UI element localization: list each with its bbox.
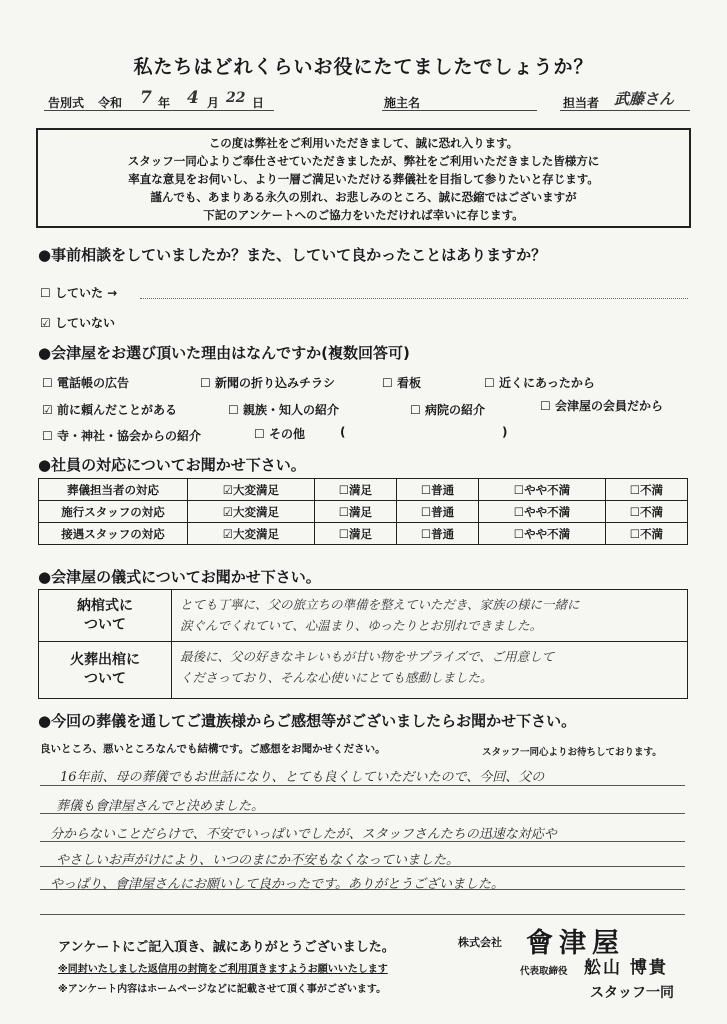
staff-name[interactable]: 武藤さん — [614, 90, 675, 108]
ceremony-answer-line: 最後に、父の好きなキレいもが甘い物をサプライズで、ご用意して — [180, 649, 555, 664]
intro-line: 謹んでも、あまりある永久の別れ、お悲しみのところ、誠に恐縮ではございますが — [150, 190, 577, 204]
comment-text: 分からないことだらけで、不安でいっぱいでしたが、スタッフさんたちの迅速な対応や — [50, 827, 557, 842]
q1-option-no[interactable] — [40, 314, 115, 331]
intro-line: この度は弊社をご利用いただきまして、誠に恐れ入ります。 — [208, 136, 519, 150]
rating-choice-label: 不満 — [640, 482, 664, 497]
survey-title: 私たちはどれくらいお役にたてましたでしょうか？ — [133, 56, 594, 78]
checkbox-icon[interactable]: ☐ — [42, 429, 53, 443]
checkbox-icon[interactable]: ☐ — [382, 376, 393, 390]
rating-cell[interactable] — [479, 523, 606, 545]
q2-option[interactable] — [410, 401, 485, 418]
q2-option[interactable] — [228, 401, 339, 418]
ceremony-answer-line: 涙ぐんでくれていて、心温まり、ゆったりとお別れできました。 — [180, 618, 543, 633]
era-label: 令和 — [98, 96, 123, 110]
q2-heading-wrap — [38, 342, 410, 363]
rating-choice-label: 満足 — [349, 482, 372, 497]
rating-row — [39, 479, 688, 501]
day-unit: 日 — [252, 96, 265, 110]
staff-underline — [560, 110, 690, 111]
intro-line: 率直な意見をお伺いし、より一層ご満足いただける葬儀社を目指して参りたいと存じます。 — [128, 172, 599, 186]
checked-checkbox-icon[interactable]: ☑ — [222, 504, 234, 519]
intro-line: 下記のアンケートへのご協力をいただければ幸いに存じます。 — [203, 208, 524, 222]
checked-checkbox-icon[interactable]: ☑ — [222, 526, 234, 541]
q2-option[interactable] — [42, 401, 177, 418]
q5-heading: ●今回の葬儀を通してご遺族様からご感想等がございましたらお聞かせ下さい。 — [38, 712, 577, 730]
checkbox-icon[interactable]: ☐ — [42, 376, 53, 390]
bullet-icon: ● — [38, 344, 52, 362]
q1-option-yes[interactable] — [40, 284, 117, 301]
ceremony-row-label — [39, 590, 172, 642]
checkbox-icon[interactable]: ☐ — [629, 526, 641, 541]
year-unit: 年 — [158, 96, 171, 110]
checkbox-icon[interactable]: ☐ — [484, 376, 495, 390]
q2-option[interactable] — [382, 374, 421, 391]
checkbox-icon[interactable]: ☐ — [513, 482, 525, 497]
rating-row-label: 葬儀担当者の対応 — [39, 479, 188, 501]
company-prefix: 株式会社 — [458, 936, 502, 949]
q2-option[interactable] — [42, 374, 129, 391]
checkbox-icon[interactable]: ☐ — [513, 526, 525, 541]
checked-checkbox-icon[interactable]: ☑ — [42, 403, 53, 417]
ceremony-row-label — [39, 642, 172, 699]
rating-cell[interactable] — [396, 479, 478, 501]
rating-choice-label: 大変満足 — [233, 504, 280, 519]
q4-heading: ●会津屋の儀式についてお聞かせ下さい。 — [38, 568, 321, 586]
q3-heading: ●社員の対応についてお聞かせ下さい。 — [38, 456, 306, 474]
rating-choice-label: 満足 — [349, 526, 372, 541]
q5-staff-note: スタッフ一同心よりお待ちしております。 — [482, 747, 662, 758]
ceremony-label-line: ついて — [84, 671, 126, 687]
ceremony-answer-line: とても丁寧に、父の旅立ちの準備を整えていただき、家族の様に一緒に — [180, 597, 580, 612]
checked-checkbox-icon[interactable]: ☑ — [40, 316, 51, 330]
ceremony-table — [38, 589, 688, 699]
rating-row-label: 接遇スタッフの対応 — [39, 523, 188, 545]
checkbox-icon[interactable]: ☐ — [410, 403, 421, 417]
rating-row — [39, 523, 688, 545]
rating-cell[interactable] — [314, 479, 396, 501]
day-value[interactable]: 22 — [226, 90, 246, 106]
month-value[interactable]: 4 — [187, 88, 199, 108]
footer-thanks: アンケートにご記入頂き、誠にありがとうございました。 — [58, 940, 395, 955]
q2-option-label: 電話帳の広告 — [56, 376, 129, 390]
footer-note: ※同封いたしました返信用の封筒をご利用頂きますようお願いいたします — [58, 964, 388, 975]
q1-option-no-label: していない — [54, 316, 115, 330]
rating-row-label: 施行スタッフの対応 — [39, 501, 188, 523]
checkbox-icon[interactable]: ☐ — [540, 399, 551, 413]
checkbox-icon[interactable]: ☐ — [200, 376, 211, 390]
ceremony-answer[interactable] — [172, 590, 688, 642]
q2-option[interactable] — [540, 397, 663, 414]
q2-option[interactable] — [254, 425, 305, 442]
rep-title: 代表取締役 — [520, 966, 568, 977]
staff-rating-table — [38, 478, 688, 545]
checkbox-icon[interactable]: ☐ — [420, 482, 432, 497]
staff-label: 担当者 — [563, 96, 600, 110]
rating-row — [39, 501, 688, 523]
checkbox-icon[interactable]: ☐ — [420, 504, 432, 519]
q2-option-label: 親族・知人の紹介 — [242, 403, 339, 417]
host-label: 施主名 — [384, 96, 421, 110]
q2-option-label: 会津屋の会員だから — [554, 399, 663, 413]
q2-heading: 会津屋をお選び頂いた理由はなんですか(複数回答可) — [51, 344, 410, 362]
q2-option-label: 病院の紹介 — [424, 403, 485, 417]
rating-choice-label: 普通 — [431, 504, 455, 519]
q1-heading: ●事前相談をしていましたか？また、していて良かったことはありますか？ — [38, 246, 547, 264]
q2-other-open-paren: ( — [340, 425, 346, 439]
year-value[interactable]: 7 — [140, 88, 152, 108]
rating-cell[interactable] — [188, 523, 315, 545]
comment-text: やっぱり、會津屋さんにお願いして良かったです。ありがとうございました。 — [50, 877, 504, 892]
comment-text: やさしいお声がけにより、いつのまにか不安もなくなっていました。 — [56, 853, 460, 868]
rating-cell[interactable] — [396, 523, 478, 545]
rating-cell[interactable] — [314, 501, 396, 523]
comment-text: 16年前、母の葬儀でもお世話になり、とても良くしていただいたので、今回、父の — [60, 770, 545, 785]
checkbox-icon[interactable]: ☐ — [338, 526, 349, 541]
comment-line[interactable] — [40, 785, 685, 786]
rep-name: 舩山 博貴 — [584, 958, 668, 978]
comment-line[interactable] — [40, 914, 685, 915]
host-underline — [382, 110, 537, 111]
company-logo: 會津屋 — [526, 928, 625, 959]
rating-choice-label: 普通 — [431, 526, 455, 541]
checkbox-icon[interactable]: ☐ — [338, 504, 349, 519]
intro-line: スタッフ一同心よりご奉仕させていただきましたが、弊社をご利用いただきました皆様方に — [127, 154, 600, 168]
ceremony-row — [39, 590, 688, 642]
ceremony-label-line: 納棺式に — [77, 597, 133, 614]
rating-cell[interactable] — [479, 501, 606, 523]
rating-choice-label: 大変満足 — [233, 482, 280, 497]
rating-choice-label: 不満 — [640, 526, 664, 541]
footer-note: ※アンケート内容はホームページなどに記載させて頂く事がございます。 — [58, 984, 387, 995]
rating-choice-label: やや不満 — [524, 526, 571, 541]
rating-cell[interactable] — [605, 501, 687, 523]
checkbox-icon[interactable]: ☐ — [420, 526, 432, 541]
rating-cell[interactable] — [396, 501, 478, 523]
q2-option-label: 前に頼んだことがある — [56, 403, 177, 417]
q2-option[interactable] — [484, 374, 595, 391]
rating-choice-label: 不満 — [640, 504, 664, 519]
q2-option-label: 看板 — [396, 376, 421, 390]
staff-all: スタッフ一同 — [590, 985, 674, 1001]
rating-choice-label: やや不満 — [524, 482, 571, 497]
ceremony-answer-line: くださっており、そんな心使いにとても感動しました。 — [180, 670, 493, 685]
checkbox-icon[interactable]: ☐ — [513, 504, 525, 519]
q2-option-label: 寺・神社・協会からの紹介 — [56, 429, 201, 443]
comment-text: 葬儀も會津屋さんでと決めました。 — [56, 799, 265, 814]
q2-option[interactable] — [42, 427, 201, 444]
ceremony-label-line: 火葬出棺に — [70, 652, 140, 668]
checkbox-icon[interactable]: ☐ — [40, 286, 51, 300]
checked-checkbox-icon[interactable]: ☑ — [222, 482, 234, 497]
rating-cell[interactable] — [479, 479, 606, 501]
q2-other-close-paren: ) — [502, 425, 508, 439]
rating-cell[interactable] — [605, 523, 687, 545]
rating-cell[interactable] — [188, 501, 315, 523]
q1-option-yes-label: していた → — [54, 286, 118, 300]
month-unit: 月 — [207, 96, 220, 110]
rating-choice-label: 普通 — [431, 482, 455, 497]
rating-cell[interactable] — [605, 479, 687, 501]
checkbox-icon[interactable]: ☐ — [228, 403, 239, 417]
rating-cell[interactable] — [314, 523, 396, 545]
q2-option-label: 新聞の折り込みチラシ — [214, 376, 335, 390]
checkbox-icon[interactable]: ☐ — [629, 482, 641, 497]
q1-answer-line[interactable] — [140, 298, 688, 299]
rating-cell[interactable] — [188, 479, 315, 501]
q5-subtext: 良いところ、悪いところなんでも結構です。ご感想をお聞かせください。 — [40, 743, 386, 755]
q2-option[interactable] — [200, 374, 335, 391]
q2-option-label: 近くにあったから — [498, 376, 595, 390]
ceremony-label-line: ついて — [84, 616, 126, 633]
checkbox-icon[interactable]: ☐ — [338, 482, 349, 497]
date-underline — [44, 110, 274, 111]
ceremony-row — [39, 642, 688, 699]
intro-box — [36, 128, 691, 228]
rating-choice-label: 大変満足 — [233, 526, 280, 541]
rating-choice-label: やや不満 — [524, 504, 571, 519]
ceremony-label: 告別式 — [48, 96, 85, 110]
checkbox-icon[interactable]: ☐ — [629, 504, 641, 519]
ceremony-answer[interactable] — [172, 642, 688, 699]
q2-option-label: その他 — [268, 427, 305, 441]
checkbox-icon[interactable]: ☐ — [254, 427, 265, 441]
rating-choice-label: 満足 — [349, 504, 372, 519]
